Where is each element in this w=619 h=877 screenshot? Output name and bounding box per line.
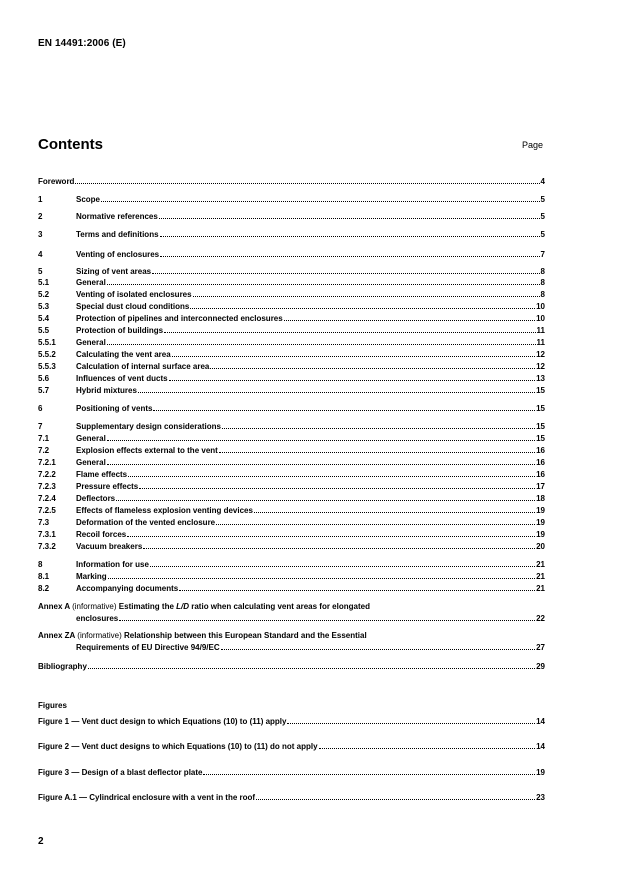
toc-entry-annex-za-cont[interactable] [76, 642, 545, 653]
page-number: 2 [38, 836, 44, 847]
toc-entry-title: Terms and definitions [76, 230, 159, 239]
dot-leader [169, 380, 536, 381]
toc-entry-number: 7.2.5 [38, 506, 56, 515]
dot-leader [190, 308, 535, 309]
figure-page: 14 [536, 742, 545, 751]
toc-entry-title: Deformation of the vented enclosure [76, 518, 216, 527]
toc-entry[interactable] [38, 349, 545, 360]
dot-leader [284, 320, 535, 321]
toc-entry-number: 7.2.2 [38, 470, 56, 479]
toc-entry-page: 15 [536, 434, 545, 443]
annex-title-post: ratio when calculating vent areas for elongated [189, 602, 370, 611]
toc-entry-number: 7.3.1 [38, 530, 56, 539]
toc-entry-number: 6 [38, 404, 43, 413]
dot-leader [107, 440, 535, 441]
toc-entry-page: 12 [536, 362, 545, 371]
toc-entry-page: 10 [536, 314, 545, 323]
dot-leader [160, 256, 539, 257]
toc-entry-page: 12 [536, 350, 545, 359]
figure-title: Figure 2 — Vent duct designs to which Equations (10) to (11) do not apply [38, 742, 318, 751]
toc-entry-bibliography[interactable] [38, 661, 545, 672]
toc-entry-number: 5.1 [38, 278, 50, 287]
toc-entry-number: 7.2.1 [38, 458, 56, 467]
toc-entry-page: 21 [536, 560, 545, 569]
toc-entry-title: Supplementary design considerations [76, 422, 221, 431]
toc-entry-title: Venting of isolated enclosures [76, 290, 192, 299]
toc-entry-number: 5.5.3 [38, 362, 56, 371]
contents-title: Contents [38, 136, 103, 153]
dot-leader [139, 488, 535, 489]
figure-page: 23 [536, 793, 545, 802]
figure-title: Figure A.1 — Cylindrical enclosure with a vent in the roof [38, 793, 256, 802]
toc-entry-number: 7.2.4 [38, 494, 56, 503]
toc-entry-page: 22 [536, 614, 545, 623]
dot-leader [88, 668, 535, 669]
toc-entry-number: 5.2 [38, 290, 50, 299]
toc-entry-page: 15 [536, 404, 545, 413]
dot-leader [138, 392, 535, 393]
toc-entry[interactable] [38, 277, 545, 288]
toc-entry-title: Vacuum breakers [76, 542, 143, 551]
toc-entry[interactable] [38, 517, 545, 528]
toc-entry-title: Hybrid mixtures [76, 386, 137, 395]
dot-leader [179, 590, 535, 591]
toc-entry[interactable] [38, 337, 545, 348]
toc-entry-page: 13 [536, 374, 545, 383]
toc-entry-title: Foreword [38, 177, 75, 186]
toc-entry[interactable] [38, 403, 545, 414]
dot-leader [159, 218, 540, 219]
dot-leader [143, 548, 535, 549]
dot-leader [152, 273, 539, 274]
toc-entry-title: Venting of enclosures [76, 250, 160, 259]
dot-leader [107, 464, 535, 465]
toc-entry-number: 1 [38, 195, 43, 204]
toc-entry-page: 21 [536, 572, 545, 581]
figure-page: 14 [536, 717, 545, 726]
toc-entry[interactable] [38, 433, 545, 444]
toc-entry[interactable] [38, 373, 545, 384]
dot-leader [128, 476, 535, 477]
toc-entry[interactable] [38, 541, 545, 552]
dot-leader [101, 201, 540, 202]
dot-leader [75, 183, 539, 184]
toc-entry-number: 5.5.1 [38, 338, 56, 347]
dot-leader [193, 296, 540, 297]
toc-entry-page: 17 [536, 482, 545, 491]
toc-entry-title: Special dust cloud conditions [76, 302, 190, 311]
toc-entry-title: Protection of pipelines and interconnected enclosures [76, 314, 283, 323]
toc-entry-page: 8 [540, 267, 545, 276]
toc-entry-title: Calculating the vent area [76, 350, 171, 359]
toc-entry-number: 5.5 [38, 326, 50, 335]
toc-entry-title: Positioning of vents [76, 404, 153, 413]
toc-entry-page: 19 [536, 518, 545, 527]
toc-entry-number: 5.7 [38, 386, 50, 395]
dot-leader [210, 368, 535, 369]
toc-entry-number: 7.3 [38, 518, 50, 527]
toc-entry-annex-a-cont[interactable] [76, 613, 545, 624]
annex-type: (informative) [77, 631, 122, 640]
toc-entry-number: 8.2 [38, 584, 50, 593]
dot-leader [153, 410, 535, 411]
toc-entry-page: 15 [536, 422, 545, 431]
toc-entry-annex-za[interactable] [38, 630, 367, 641]
toc-entry-title: Calculation of internal surface area [76, 362, 210, 371]
annex-title-italic: L/D [176, 602, 190, 611]
toc-entry[interactable] [38, 361, 545, 372]
figure-entry[interactable] [38, 741, 545, 752]
figures-heading: Figures [38, 701, 67, 710]
toc-entry-title: enclosures [76, 614, 119, 623]
dot-leader [216, 524, 535, 525]
toc-entry-title: Scope [76, 195, 101, 204]
figure-entry[interactable] [38, 767, 545, 778]
toc-entry-annex-a[interactable] [38, 601, 370, 612]
toc-entry-page: 7 [540, 250, 545, 259]
toc-entry-page: 5 [540, 230, 545, 239]
toc-entry-title: Requirements of EU Directive 94/9/EC [76, 643, 220, 652]
toc-entry-number: 4 [38, 250, 43, 259]
toc-entry[interactable] [38, 249, 545, 260]
toc-entry-page: 18 [536, 494, 545, 503]
toc-entry-number: 5.5.2 [38, 350, 56, 359]
annex-title-pre: Estimating the [118, 602, 177, 611]
toc-entry[interactable] [38, 559, 545, 570]
toc-entry-title: Bibliography [38, 662, 87, 671]
dot-leader [203, 774, 535, 775]
toc-entry-title: Normative references [76, 212, 158, 221]
dot-leader [127, 536, 535, 537]
toc-entry-page: 10 [536, 302, 545, 311]
toc-entry[interactable] [38, 194, 545, 205]
toc-entry[interactable] [38, 481, 545, 492]
toc-entry-page: 29 [536, 662, 545, 671]
annex-type: (informative) [72, 602, 117, 611]
toc-entry-title: Deflectors [76, 494, 116, 503]
document-header: EN 14491:2006 (E) [38, 38, 126, 49]
toc-entry[interactable] [38, 325, 545, 336]
dot-leader [107, 344, 536, 345]
toc-entry[interactable] [38, 313, 545, 324]
toc-entry-number: 3 [38, 230, 43, 239]
dot-leader [287, 723, 535, 724]
dot-leader [116, 500, 535, 501]
toc-entry[interactable] [38, 385, 545, 396]
toc-entry-page: 27 [536, 643, 545, 652]
toc-entry[interactable] [38, 229, 545, 240]
toc-entry-number: 7 [38, 422, 43, 431]
toc-entry-number: 5.4 [38, 314, 50, 323]
figure-entry[interactable] [38, 792, 545, 803]
toc-entry[interactable] [38, 266, 545, 277]
toc-entry-title: Pressure effects [76, 482, 139, 491]
toc-entry-page: 19 [536, 530, 545, 539]
toc-entry-number: 7.2.3 [38, 482, 56, 491]
dot-leader [219, 452, 535, 453]
figure-title: Figure 3 — Design of a blast deflector plate [38, 768, 203, 777]
toc-entry-title: General [76, 458, 106, 467]
toc-entry[interactable] [38, 469, 545, 480]
toc-entry[interactable] [38, 571, 545, 582]
toc-entry-number: 2 [38, 212, 43, 221]
toc-entry-number: 5 [38, 267, 43, 276]
dot-leader [319, 748, 536, 749]
toc-entry-page: 8 [540, 278, 545, 287]
toc-entry-title: Flame effects [76, 470, 128, 479]
toc-entry-number: 7.1 [38, 434, 50, 443]
figure-title: Figure 1 — Vent duct design to which Equations (10) to (11) apply [38, 717, 287, 726]
toc-entry-page: 11 [536, 338, 545, 347]
toc-entry-title: General [76, 278, 106, 287]
toc-entry[interactable] [38, 211, 545, 222]
annex-label: Annex A [38, 602, 70, 611]
toc-entry-title: General [76, 434, 106, 443]
toc-entry-page: 4 [540, 177, 545, 186]
toc-entry-page: 21 [536, 584, 545, 593]
annex-title: Relationship between this European Standard and the Essential [123, 631, 367, 640]
annex-label: Annex ZA [38, 631, 76, 640]
dot-leader [150, 566, 535, 567]
dot-leader [222, 428, 535, 429]
toc-entry[interactable] [38, 505, 545, 516]
page-column-label: Page [522, 140, 544, 150]
toc-entry[interactable] [38, 445, 545, 456]
dot-leader [107, 284, 540, 285]
dot-leader [164, 332, 535, 333]
toc-entry-page: 16 [536, 470, 545, 479]
toc-entry-page: 15 [536, 386, 545, 395]
toc-entry[interactable] [38, 421, 545, 432]
toc-entry-number: 7.2 [38, 446, 50, 455]
toc-entry-number: 7.3.2 [38, 542, 56, 551]
toc-entry[interactable] [38, 493, 545, 504]
toc-entry[interactable] [38, 289, 545, 300]
toc-entry-page: 19 [536, 506, 545, 515]
dot-leader [160, 236, 540, 237]
toc-entry-number: 8.1 [38, 572, 50, 581]
toc-entry-page: 5 [540, 195, 545, 204]
dot-leader [254, 512, 535, 513]
toc-entry-title: Effects of flameless explosion venting devices [76, 506, 253, 515]
toc-entry-page: 11 [536, 326, 545, 335]
dot-leader [172, 356, 535, 357]
toc-entry-number: 8 [38, 560, 43, 569]
figure-entry[interactable] [38, 716, 545, 727]
toc-entry-title: General [76, 338, 106, 347]
toc-entry-title: Marking [76, 572, 107, 581]
toc-entry-page: 16 [536, 458, 545, 467]
dot-leader [108, 578, 535, 579]
toc-entry-title: Explosion effects external to the vent [76, 446, 218, 455]
toc-entry-foreword[interactable] [38, 176, 545, 187]
toc-entry-title: Accompanying documents [76, 584, 179, 593]
dot-leader [119, 620, 535, 621]
toc-entry-title: Protection of buildings [76, 326, 164, 335]
toc-entry-title: Information for use [76, 560, 149, 569]
toc-entry-page: 5 [540, 212, 545, 221]
dot-leader [221, 649, 535, 650]
toc-entry[interactable] [38, 457, 545, 468]
toc-entry-page: 20 [536, 542, 545, 551]
toc-entry-title: Influences of vent ducts [76, 374, 168, 383]
toc-entry-title: Recoil forces [76, 530, 127, 539]
toc-entry-number: 5.6 [38, 374, 50, 383]
toc-entry-title: Sizing of vent areas [76, 267, 152, 276]
dot-leader [256, 799, 535, 800]
figure-page: 19 [536, 768, 545, 777]
toc-entry-page: 8 [540, 290, 545, 299]
toc-entry-number: 5.3 [38, 302, 50, 311]
toc-entry[interactable] [38, 583, 545, 594]
toc-entry[interactable] [38, 301, 545, 312]
toc-entry-page: 16 [536, 446, 545, 455]
toc-entry[interactable] [38, 529, 545, 540]
